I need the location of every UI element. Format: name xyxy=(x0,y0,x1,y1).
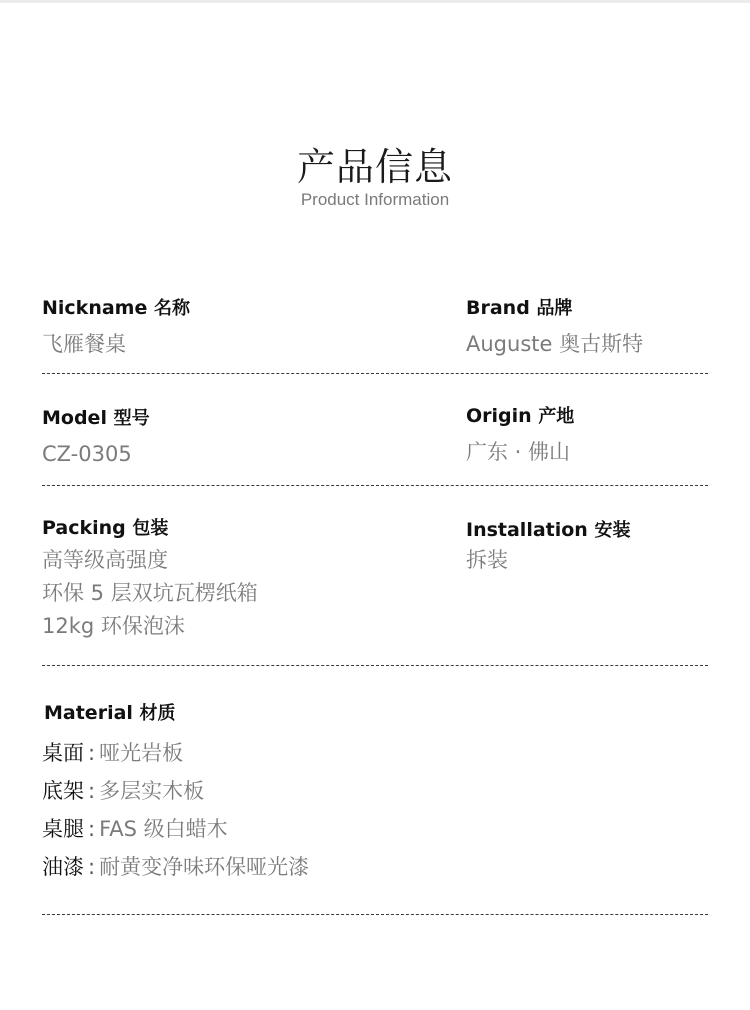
material-item-value: 多层实木板 xyxy=(99,779,205,803)
origin-label-cn: 产地 xyxy=(538,406,575,427)
divider xyxy=(42,485,708,486)
material-separator: : xyxy=(88,855,96,879)
packing-value xyxy=(42,544,258,643)
brand-value: Auguste 奥古斯特 xyxy=(466,332,644,356)
material-item-value: 哑光岩板 xyxy=(99,741,184,765)
top-border xyxy=(0,0,750,3)
material-item-key: 桌腿 xyxy=(42,817,84,841)
divider xyxy=(42,914,708,915)
material-separator: : xyxy=(88,779,96,803)
origin-label xyxy=(466,402,574,428)
model-value: CZ-0305 xyxy=(42,442,132,466)
model-field xyxy=(42,404,150,471)
material-item-key: 桌面 xyxy=(42,741,84,765)
nickname-label-cn: 名称 xyxy=(153,298,190,319)
installation-label-cn: 安装 xyxy=(594,520,631,541)
model-label-cn: 型号 xyxy=(113,408,150,429)
installation-label xyxy=(466,516,630,542)
brand-label xyxy=(466,294,643,320)
material-item-key: 底架 xyxy=(42,779,84,803)
packing-field xyxy=(42,514,258,643)
packing-label xyxy=(42,514,258,540)
model-label-en: Model xyxy=(42,407,107,429)
material-label-en: Material xyxy=(44,702,133,724)
material-item-value: 耐黄变净味环保哑光漆 xyxy=(99,855,310,879)
brand-label-en: Brand xyxy=(466,297,530,319)
installation-field xyxy=(466,516,630,577)
material-item xyxy=(42,775,204,805)
divider xyxy=(42,665,708,666)
material-item xyxy=(42,813,228,843)
packing-line: 12kg 环保泡沫 xyxy=(42,614,185,638)
material-label-cn: 材质 xyxy=(139,703,176,724)
material-item xyxy=(42,851,309,881)
packing-line: 高等级高强度 xyxy=(42,548,168,572)
installation-value: 拆装 xyxy=(466,548,508,572)
material-separator: : xyxy=(88,817,96,841)
model-label xyxy=(42,404,150,430)
nickname-label-en: Nickname xyxy=(42,297,148,319)
origin-label-en: Origin xyxy=(466,405,532,427)
nickname-value: 飞雁餐桌 xyxy=(42,332,126,356)
material-item-key: 油漆 xyxy=(42,855,84,879)
packing-label-en: Packing xyxy=(42,517,126,539)
origin-value: 广东 · 佛山 xyxy=(466,440,571,464)
material-item xyxy=(42,737,183,767)
nickname-field xyxy=(42,294,190,361)
material-item-value: FAS 级白蜡木 xyxy=(99,817,228,841)
page-title: 产品信息 xyxy=(296,145,453,189)
nickname-label xyxy=(42,294,190,320)
installation-label-en: Installation xyxy=(466,519,588,541)
origin-field xyxy=(466,402,574,469)
material-separator: : xyxy=(88,741,96,765)
material-label xyxy=(44,699,176,725)
brand-label-cn: 品牌 xyxy=(536,298,573,319)
material-field xyxy=(44,699,176,725)
packing-label-cn: 包装 xyxy=(132,518,169,539)
brand-field xyxy=(466,294,643,361)
divider xyxy=(42,373,708,374)
page-subtitle: Product Information xyxy=(300,190,450,209)
packing-line: 环保 5 层双坑瓦楞纸箱 xyxy=(42,581,258,605)
